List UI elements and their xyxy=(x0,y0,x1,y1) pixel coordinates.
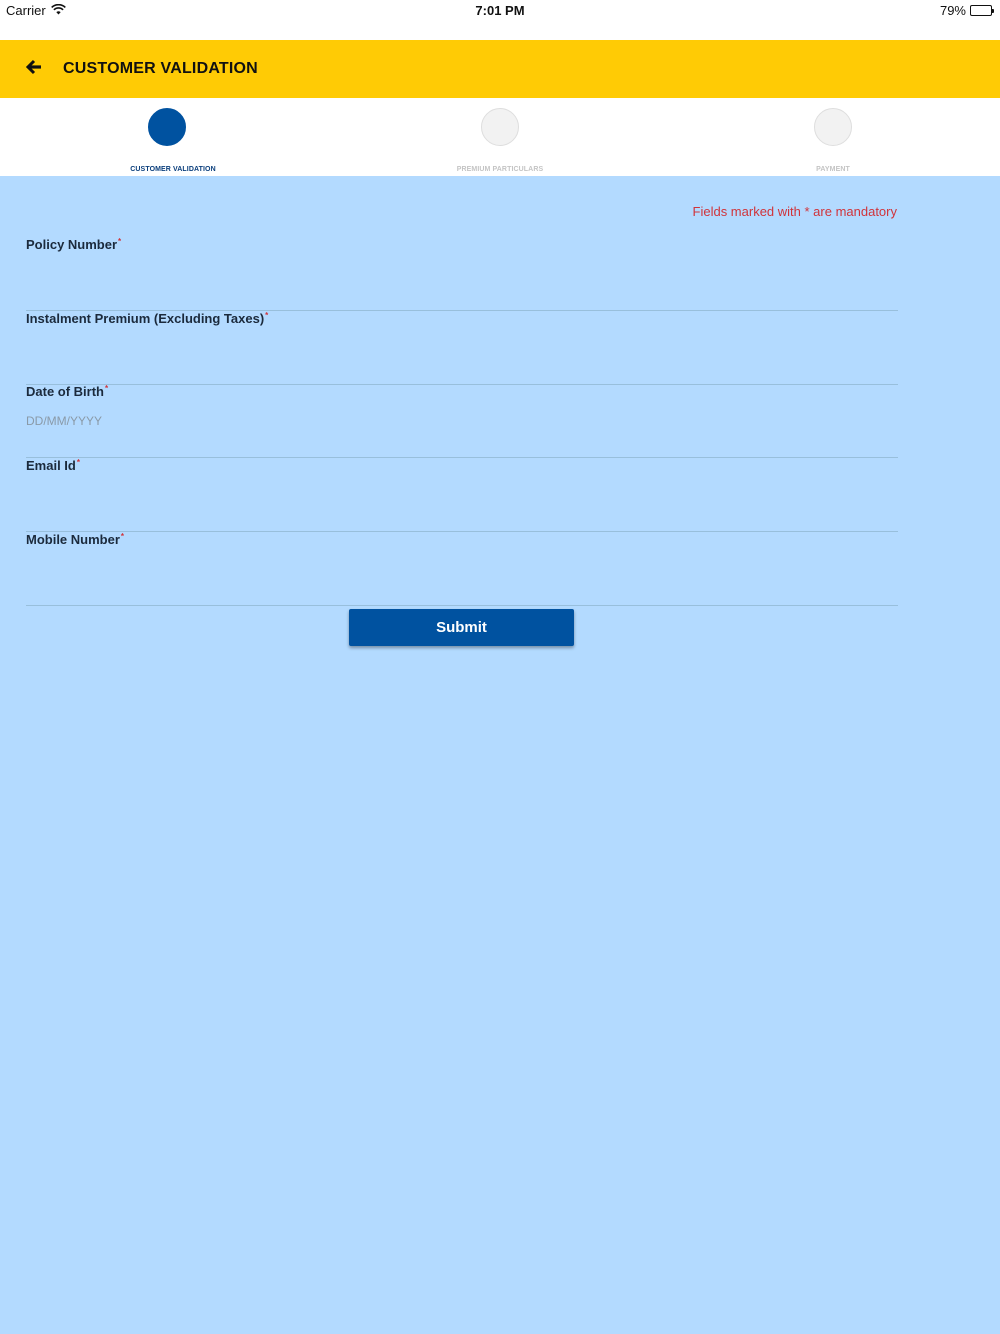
field-label xyxy=(26,458,80,473)
mobile-number-field xyxy=(26,532,898,606)
battery-indicator xyxy=(940,3,992,18)
required-marker: * xyxy=(120,532,125,541)
status-bar xyxy=(0,0,1000,40)
battery-percent: 79% xyxy=(939,3,966,18)
policy-number-field xyxy=(26,237,898,311)
date-of-birth-field xyxy=(26,384,898,458)
field-label-text: Email Id xyxy=(26,458,76,473)
app-header xyxy=(0,40,1000,98)
step-label: PAYMENT xyxy=(816,166,850,173)
submit-button[interactable]: Submit xyxy=(349,609,574,646)
carrier-label: Carrier xyxy=(6,3,46,18)
mandatory-note: Fields marked with * are mandatory xyxy=(692,204,897,219)
required-marker: * xyxy=(105,384,109,393)
page-title: CUSTOMER VALIDATION xyxy=(63,60,258,77)
email-id-field xyxy=(26,458,898,532)
field-label xyxy=(26,384,108,399)
step-label: PREMIUM PARTICULARS xyxy=(456,166,544,173)
field-label xyxy=(26,311,268,326)
instalment-premium-input[interactable] xyxy=(26,337,898,359)
step-indicator xyxy=(814,108,852,146)
field-label-text: Mobile Number xyxy=(26,532,120,547)
step-label: CUSTOMER VALIDATION xyxy=(130,166,216,173)
required-marker: * xyxy=(118,237,122,246)
battery-icon xyxy=(970,5,992,16)
field-label-text: Instalment Premium (Excluding Taxes) xyxy=(26,311,265,326)
date-of-birth-input[interactable] xyxy=(26,410,898,432)
arrow-left-icon xyxy=(26,59,42,80)
mobile-number-input[interactable] xyxy=(26,558,898,580)
step-indicator-active xyxy=(148,108,186,146)
instalment-premium-field xyxy=(26,311,898,385)
step-indicator xyxy=(481,108,519,146)
step-payment[interactable] xyxy=(733,108,933,173)
back-button[interactable] xyxy=(14,49,54,89)
email-input[interactable] xyxy=(26,484,898,506)
field-label xyxy=(26,237,121,252)
progress-stepper xyxy=(0,98,1000,176)
required-marker: * xyxy=(265,311,269,320)
required-marker: * xyxy=(76,458,80,467)
step-premium-particulars[interactable] xyxy=(400,108,600,173)
status-time: 7:01 PM xyxy=(475,3,525,18)
field-label xyxy=(26,532,124,547)
step-customer-validation[interactable] xyxy=(67,108,267,173)
field-label-text: Date of Birth xyxy=(26,384,104,399)
field-label-text: Policy Number xyxy=(26,237,118,252)
policy-number-input[interactable] xyxy=(26,263,898,285)
